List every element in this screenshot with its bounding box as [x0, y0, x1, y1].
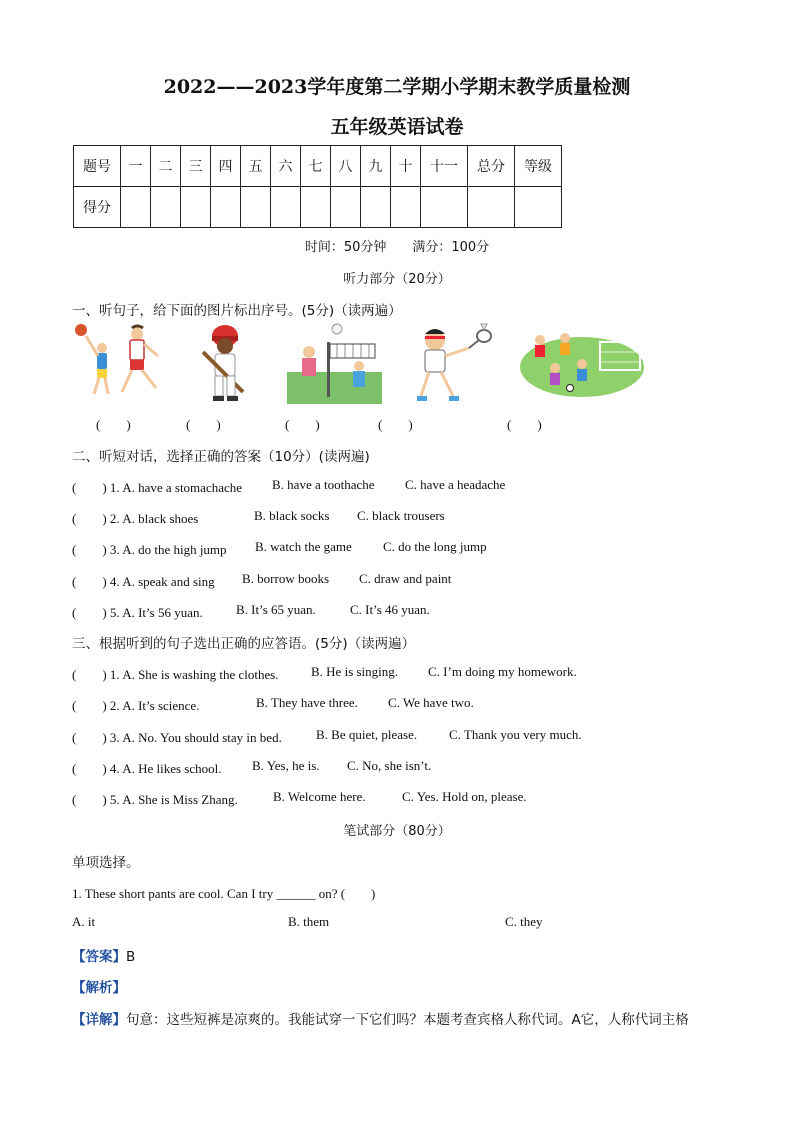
- table-cell: 九: [361, 146, 391, 187]
- analysis-line: [72, 976, 126, 996]
- table-cell: 等级: [515, 146, 562, 187]
- option-a: ( ) 5. A. It’s 56 yuan.: [72, 605, 203, 620]
- picture-answer-blank[interactable]: ( ): [285, 417, 320, 432]
- option-b: B. Be quiet, please.: [316, 727, 418, 742]
- option-c: C. black trousers: [357, 508, 445, 523]
- detail-label: 【详解】: [72, 1012, 126, 1028]
- picture-answer-blank[interactable]: ( ): [186, 417, 221, 432]
- option-c: C. draw and paint: [359, 571, 452, 586]
- table-cell: 三: [181, 146, 211, 187]
- answer-value: B: [126, 949, 136, 965]
- score-input-cell[interactable]: [151, 187, 181, 228]
- single-choice-title: 单项选择。: [72, 855, 140, 871]
- answer-label: 【答案】: [72, 949, 126, 965]
- score-input-cell[interactable]: [391, 187, 421, 228]
- table-cell: 十: [391, 146, 421, 187]
- option-a: ( ) 4. A. He likes school.: [72, 761, 222, 776]
- volleyball-players-image: [287, 322, 382, 404]
- exam-subtitle: 五年级英语试卷: [330, 116, 464, 138]
- option-b: B. borrow books: [242, 571, 330, 586]
- option-c: C. do the long jump: [383, 539, 487, 554]
- option-b: B. black socks: [254, 508, 330, 523]
- option-b: B. Welcome here.: [273, 789, 366, 804]
- option-c: C. they: [505, 914, 543, 929]
- option-a: ( ) 3. A. No. You should stay in bed.: [72, 730, 282, 745]
- option-c: C. have a headache: [405, 477, 506, 492]
- option-a: ( ) 1. A. She is washing the clothes.: [72, 667, 279, 682]
- detail-text: 句意：这些短裤是凉爽的。我能试穿一下它们吗？本题考查宾格人称代词。A它，人称代词主格: [126, 1012, 689, 1028]
- option-b: B. They have three.: [256, 695, 358, 710]
- option-a: A. it: [72, 914, 96, 929]
- table-cell: 一: [121, 146, 151, 187]
- picture-answer-blank[interactable]: ( ): [96, 417, 131, 432]
- option-c: C. It’s 46 yuan.: [350, 602, 430, 617]
- section2-title: 二、听短对话，选择正确的答案（10分）(读两遍): [72, 449, 370, 465]
- basketball-players-image: [72, 322, 167, 404]
- score-input-cell[interactable]: [271, 187, 301, 228]
- option-b: B. watch the game: [255, 539, 352, 554]
- table-cell: 二: [151, 146, 181, 187]
- badminton-player-image: [413, 322, 495, 404]
- section3-title: 三、根据听到的句子选出正确的应答语。(5分)（读两遍）: [72, 636, 416, 652]
- option-b: B. It’s 65 yuan.: [236, 602, 316, 617]
- option-b: B. them: [288, 914, 330, 929]
- section1-title: 一、听句子，给下面的图片标出序号。(5分)（读两遍）: [72, 303, 402, 319]
- option-a: ( ) 4. A. speak and sing: [72, 574, 215, 589]
- option-c: C. No, she isn’t.: [347, 758, 432, 773]
- option-c: C. We have two.: [388, 695, 474, 710]
- table-cell: 四: [211, 146, 241, 187]
- answer-line: [72, 945, 135, 965]
- table-cell: 题号: [74, 146, 121, 187]
- football-kids-image: [520, 322, 645, 404]
- picture-answer-blank[interactable]: ( ): [507, 417, 542, 432]
- option-a: ( ) 3. A. do the high jump: [72, 542, 227, 557]
- table-cell: 六: [271, 146, 301, 187]
- option-b: B. He is singing.: [311, 664, 399, 679]
- score-input-cell[interactable]: [421, 187, 468, 228]
- option-c: C. Yes. Hold on, please.: [402, 789, 527, 804]
- listening-header: 听力部分（20分）: [343, 272, 451, 287]
- baseball-player-image: [195, 322, 255, 404]
- score-table-header-row: [74, 146, 562, 187]
- question-1: 1. These short pants are cool. Can I try ______ on? ( ): [72, 886, 376, 901]
- score-table: [73, 145, 562, 228]
- table-cell: 总分: [468, 146, 515, 187]
- score-input-cell[interactable]: [301, 187, 331, 228]
- picture-answer-blank[interactable]: ( ): [378, 417, 413, 432]
- score-input-cell[interactable]: [181, 187, 211, 228]
- table-cell: 得分: [74, 187, 121, 228]
- exam-title: 2022——2023学年度第二学期小学期末教学质量检测: [163, 76, 631, 98]
- option-a: ( ) 1. A. have a stomachache: [72, 480, 243, 495]
- score-input-cell[interactable]: [211, 187, 241, 228]
- score-input-cell[interactable]: [515, 187, 562, 228]
- analysis-label: 【解析】: [72, 980, 126, 996]
- score-input-cell[interactable]: [241, 187, 271, 228]
- writing-header: 笔试部分（80分）: [343, 824, 451, 839]
- option-b: B. have a toothache: [272, 477, 375, 492]
- score-input-cell[interactable]: [331, 187, 361, 228]
- score-input-cell[interactable]: [361, 187, 391, 228]
- detail-line: [72, 1008, 689, 1028]
- option-a: ( ) 2. A. It’s science.: [72, 698, 200, 713]
- exam-info: 时间：50分钟 满分：100分: [304, 240, 490, 255]
- score-input-cell[interactable]: [121, 187, 151, 228]
- option-a: ( ) 2. A. black shoes: [72, 511, 199, 526]
- option-c: C. I’m doing my homework.: [428, 664, 577, 679]
- score-table-score-row: [74, 187, 562, 228]
- score-input-cell[interactable]: [468, 187, 515, 228]
- table-cell: 八: [331, 146, 361, 187]
- table-cell: 十一: [421, 146, 468, 187]
- table-cell: 七: [301, 146, 331, 187]
- option-a: ( ) 5. A. She is Miss Zhang.: [72, 792, 238, 807]
- table-cell: 五: [241, 146, 271, 187]
- option-c: C. Thank you very much.: [449, 727, 582, 742]
- option-b: B. Yes, he is.: [252, 758, 320, 773]
